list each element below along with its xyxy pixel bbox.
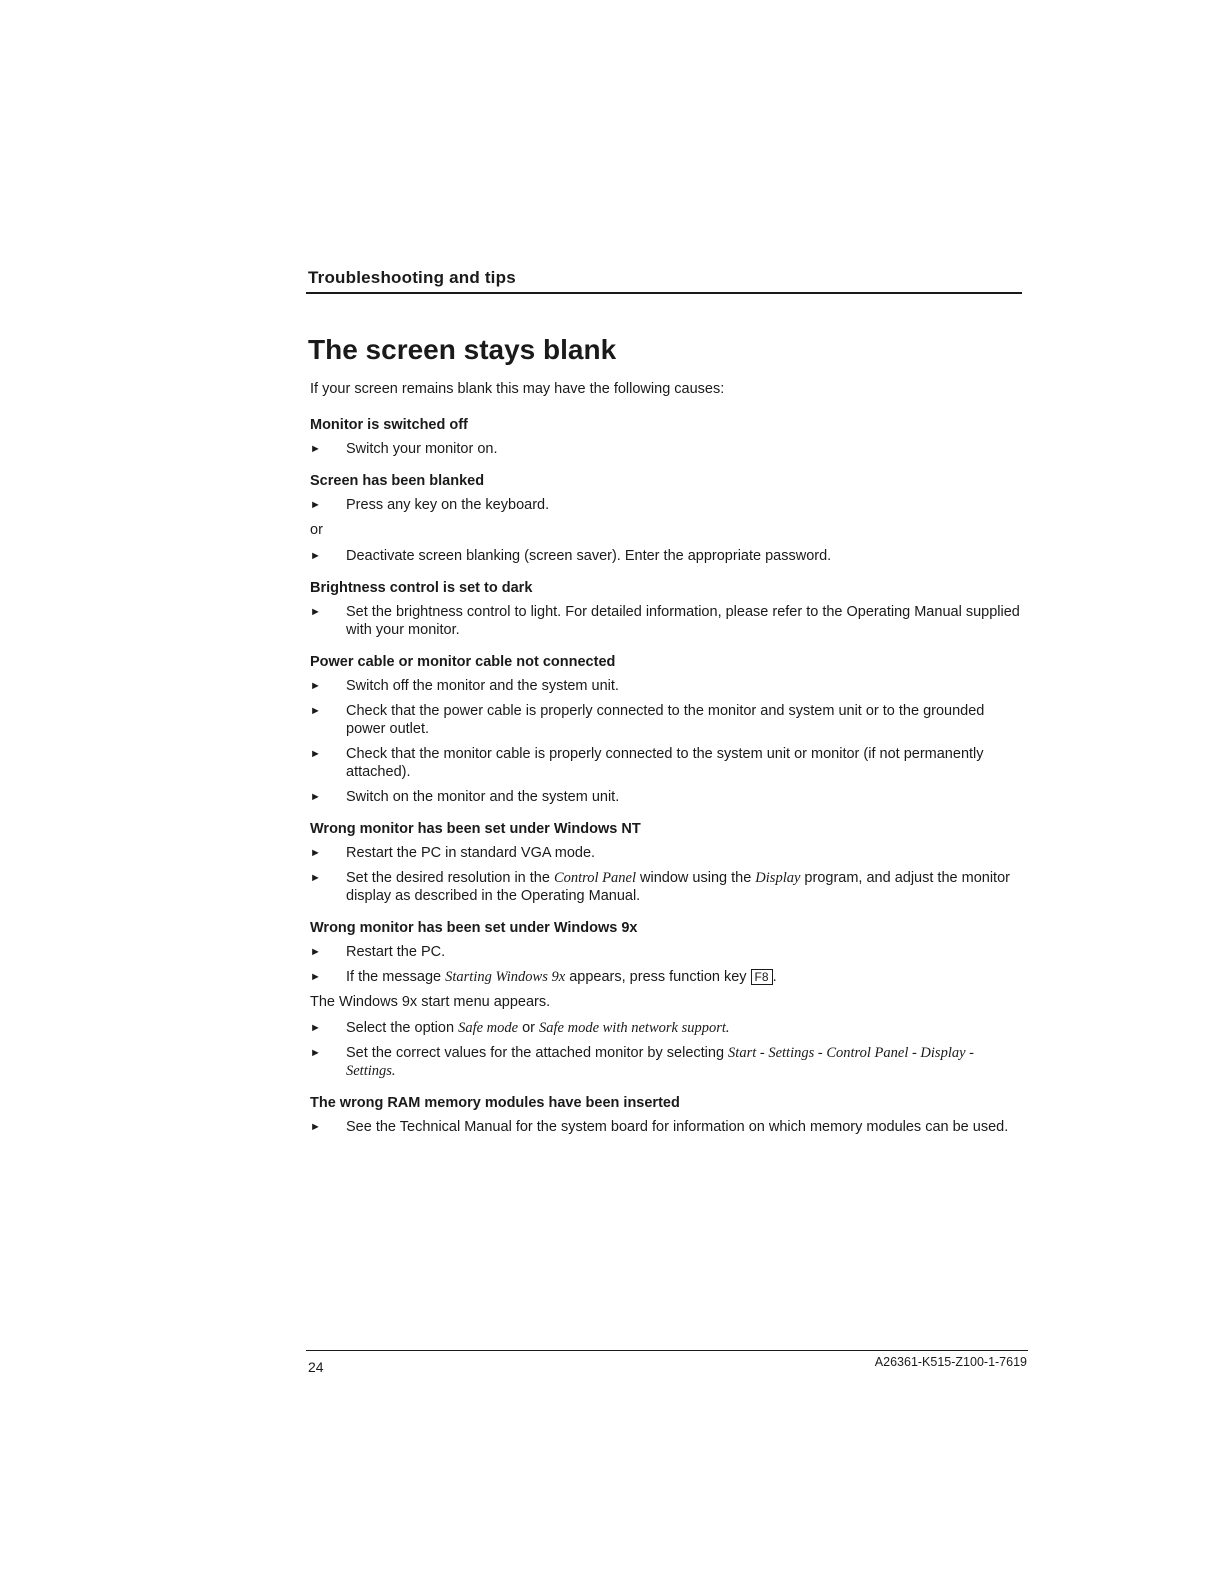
list-item bbox=[310, 496, 1020, 514]
running-head: Troubleshooting and tips bbox=[308, 268, 516, 287]
item-text bbox=[346, 1045, 974, 1079]
text-run: Select the option bbox=[346, 1020, 459, 1036]
text-run: Set the correct values for the attached monitor by selecting bbox=[346, 1045, 729, 1061]
section-heading: Wrong monitor has been set under Windows 9x bbox=[310, 920, 638, 936]
item-text bbox=[346, 1020, 730, 1036]
text-run: If the message bbox=[346, 969, 446, 985]
item-text: Restart the PC in standard VGA mode. bbox=[346, 845, 596, 861]
section-heading: Power cable or monitor cable not connected bbox=[310, 654, 616, 670]
section-heading: The wrong RAM memory modules have been inserted bbox=[310, 1095, 680, 1111]
item-text: Switch your monitor on. bbox=[346, 441, 498, 457]
triangle-right-icon: ► bbox=[310, 971, 321, 983]
text-run: program, and adjust the monitor display as described in the Operating Manual. bbox=[346, 870, 1010, 904]
menu-path-term: Start - Settings - Control Panel - Display - Settings. bbox=[346, 1045, 974, 1079]
list-item bbox=[310, 702, 1020, 738]
triangle-right-icon: ► bbox=[310, 847, 321, 859]
section-heading: Brightness control is set to dark bbox=[310, 580, 533, 596]
triangle-right-icon: ► bbox=[310, 499, 321, 511]
header-rule bbox=[306, 292, 1022, 294]
triangle-right-icon: ► bbox=[310, 1022, 321, 1034]
plain-text: The Windows 9x start menu appears. bbox=[310, 994, 551, 1010]
text-run: or bbox=[518, 1020, 540, 1036]
safe-mode-network-term: Safe mode with network support. bbox=[539, 1020, 730, 1036]
item-text: Set the brightness control to light. For detailed information, please refer to the Operating Manual supplied with your monitor. bbox=[346, 604, 1020, 638]
list-item bbox=[310, 968, 1020, 986]
safe-mode-term: Safe mode bbox=[458, 1020, 519, 1036]
triangle-right-icon: ► bbox=[310, 443, 321, 455]
item-text: See the Technical Manual for the system board for information on which memory modules can be used. bbox=[346, 1119, 1009, 1135]
page-number: 24 bbox=[308, 1359, 324, 1375]
list-item bbox=[310, 844, 1020, 862]
list-item bbox=[310, 1019, 1020, 1037]
section-heading: Monitor is switched off bbox=[310, 417, 468, 433]
triangle-right-icon: ► bbox=[310, 705, 321, 717]
item-text bbox=[346, 870, 1010, 904]
list-item bbox=[310, 745, 1020, 781]
triangle-right-icon: ► bbox=[310, 872, 321, 884]
triangle-right-icon: ► bbox=[310, 1121, 321, 1133]
item-text: Switch off the monitor and the system unit. bbox=[346, 678, 619, 694]
item-text: Switch on the monitor and the system unit. bbox=[346, 789, 620, 805]
triangle-right-icon: ► bbox=[310, 680, 321, 692]
triangle-right-icon: ► bbox=[310, 748, 321, 760]
text-run: Set the desired resolution in the bbox=[346, 870, 554, 886]
triangle-right-icon: ► bbox=[310, 791, 321, 803]
text-run: . bbox=[772, 969, 777, 985]
list-item bbox=[310, 1044, 1020, 1080]
page-title: The screen stays blank bbox=[308, 334, 617, 365]
or-text: or bbox=[310, 522, 323, 538]
display-term: Display bbox=[755, 870, 801, 886]
intro-text: If your screen remains blank this may have the following causes: bbox=[310, 381, 725, 397]
text-run: appears, press function key bbox=[565, 969, 747, 985]
list-item bbox=[310, 943, 1020, 961]
list-item bbox=[310, 788, 1020, 806]
section-heading: Screen has been blanked bbox=[310, 473, 485, 489]
item-text bbox=[346, 969, 777, 985]
triangle-right-icon: ► bbox=[310, 1047, 321, 1059]
starting-windows-message: Starting Windows 9x bbox=[445, 969, 566, 985]
triangle-right-icon: ► bbox=[310, 946, 321, 958]
triangle-right-icon: ► bbox=[310, 606, 321, 618]
list-item bbox=[310, 440, 1020, 458]
item-text: Check that the monitor cable is properly connected to the system unit or monitor (if not permanently attached). bbox=[346, 746, 984, 780]
content bbox=[310, 380, 1020, 1143]
list-item bbox=[310, 547, 1020, 565]
f8-key: F8 bbox=[751, 969, 773, 985]
footer-rule bbox=[306, 1350, 1028, 1351]
triangle-right-icon: ► bbox=[310, 550, 321, 562]
control-panel-term: Control Panel bbox=[553, 870, 636, 886]
text-run: window using the bbox=[636, 870, 756, 886]
item-text: Deactivate screen blanking (screen saver). Enter the appropriate password. bbox=[346, 548, 832, 564]
item-text: Restart the PC. bbox=[346, 944, 446, 960]
item-text: Press any key on the keyboard. bbox=[346, 497, 550, 513]
list-item bbox=[310, 869, 1020, 905]
list-item bbox=[310, 1118, 1020, 1136]
list-item bbox=[310, 603, 1020, 639]
section-heading: Wrong monitor has been set under Windows NT bbox=[310, 821, 641, 837]
list-item bbox=[310, 677, 1020, 695]
document-id: A26361-K515-Z100-1-7619 bbox=[874, 1355, 1027, 1369]
item-text: Check that the power cable is properly connected to the monitor and system unit or to the grounded power outlet. bbox=[346, 703, 985, 737]
